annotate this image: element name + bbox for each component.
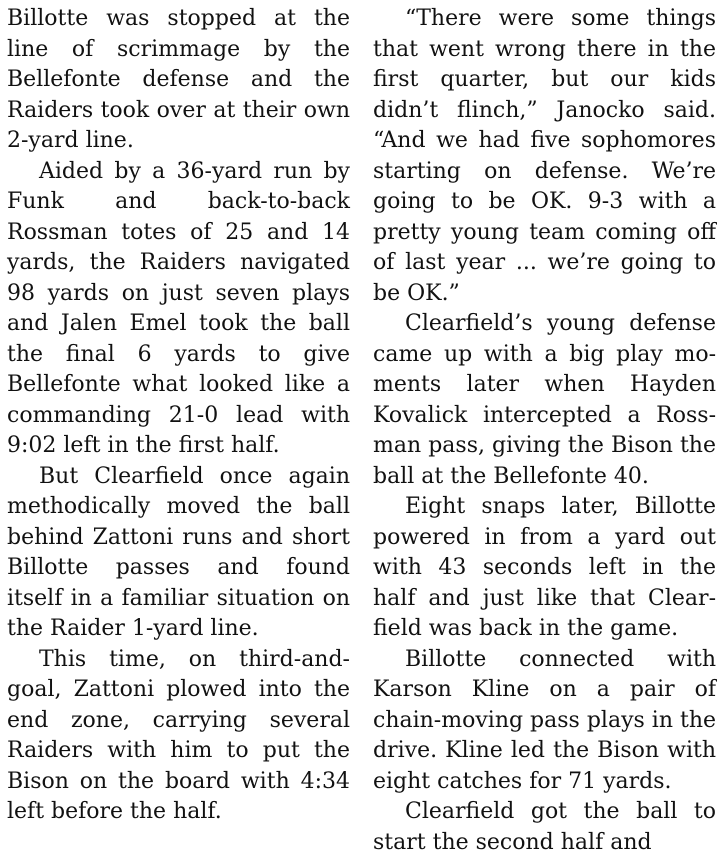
article-paragraph: “There were some things that went wrong there in the first quarter, but our kids didn’t flinch,” Janocko said. “And we had five sophomores starting on defense. We’re going to be OK. 9-3 with a pretty young team coming off of last year ... we’re going to be OK.”	[373, 6, 716, 306]
article-paragraph: But Clearfield once again methodically moved the ball behind Zattoni runs and short Billotte passes and found itself in a familiar situation on the Raider 1-yard line.	[7, 463, 350, 641]
article-paragraph: Aided by a 36-yard run by Funk and back-to-back Rossman totes of 25 and 14 yards, the Raiders navigated 98 yards on just seven plays and Jalen Emel took the ball the final 6 yards to give Bellefonte what looked like a commanding 21-0 lead with 9:02 left in the first half.	[7, 158, 350, 458]
article-column-right	[373, 4, 716, 858]
article-paragraph: Billotte connected with Karson Kline on a pair of chain-moving pass plays in the drive. Kline led the Bison with eight catches for 71 yards.	[373, 646, 717, 794]
article-column-left	[7, 4, 350, 828]
article-paragraph: Clearfield got the ball to start the second half and	[373, 799, 716, 855]
article-paragraph: Billotte was stopped at the line of scrimmage by the Bellefonte defense and the Raiders took over at their own 2-yard line.	[7, 6, 350, 153]
article-paragraph: Eight snaps later, Billotte powered in from a yard out with 43 seconds left in the half and just like that Clearfield was back in the game.	[373, 494, 716, 641]
article-paragraph: Clearfield’s young defense came up with a big play moments later when Hayden Kovalick intercepted a Rossman pass, giving the Bison the ball at the Bellefonte 40.	[373, 311, 716, 489]
article-paragraph: This time, on third-and-goal, Zattoni plowed into the end zone, carrying several Raiders with him to put the Bison on the board with 4:34 left before the half.	[7, 646, 350, 824]
